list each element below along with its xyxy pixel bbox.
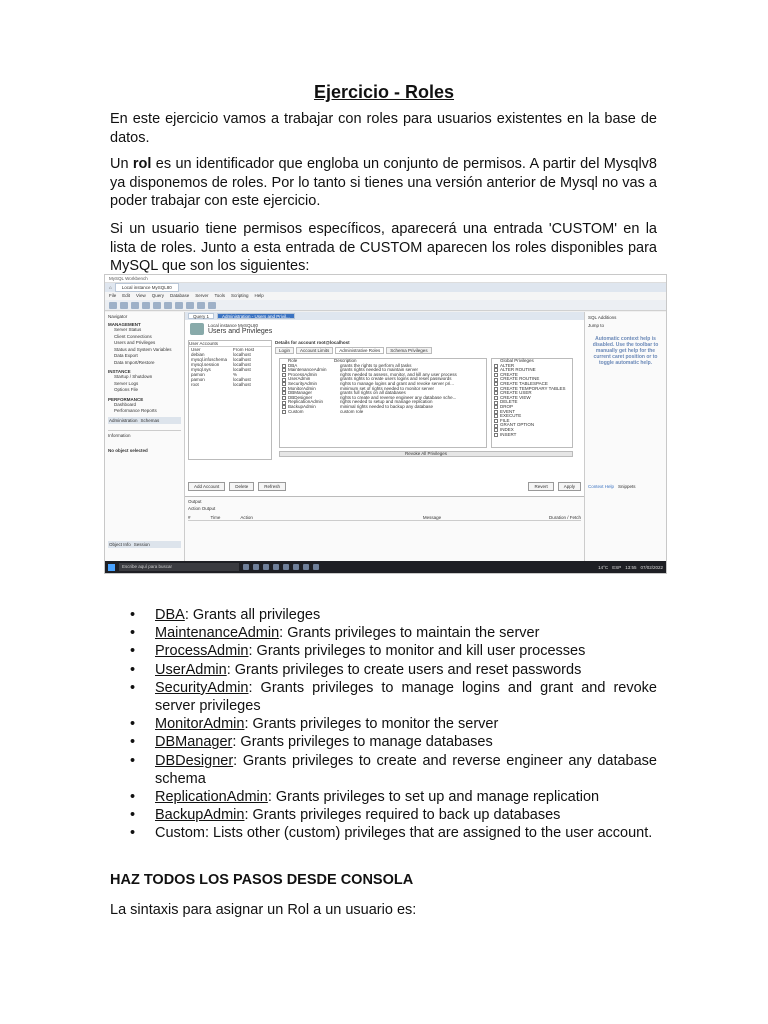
role-name: DBA [288,362,298,368]
page-title: Ejercicio - Roles [313,82,455,102]
priv-name: CREATE ROUTINE [500,376,540,382]
add-account-button: Add Account [188,482,225,491]
role-description: rights to create and reverse engineer any database sche... [340,394,457,400]
side-tabs [588,484,663,489]
context-help-text: Automatic context help is disabled. Use the toolbar to manually get help for the current caret position or to toggle automatic help. [592,336,659,366]
header-title: Users and Privileges [208,328,273,335]
checkbox-icon [494,364,498,368]
role-link: DBManager [155,734,233,751]
role-desc: : Grants privileges required to back up databases [244,807,561,824]
checkbox-icon [494,396,498,400]
tab-schema-privileges: Schema Privileges [386,347,431,354]
query-tab: Query 1 [188,313,214,319]
windows-taskbar [105,561,666,573]
priv-name: CREATE TABLESPACE [500,380,548,386]
list-item [130,642,657,660]
user-host: localhost [233,382,251,387]
instance-header: INSTANCE [108,369,131,374]
taskbar-app-icon [293,564,299,570]
nav-options-file: Options File [114,387,139,392]
checkbox-icon [282,364,286,368]
nav-users-privileges: Users and Privileges [114,340,156,345]
role-link: MonitorAdmin [155,716,245,733]
role-description: rights needed to setup and manage replication [340,399,433,405]
privileges-header: Global Privileges [500,358,534,363]
role-name: DBDesigner [288,394,313,400]
navigator-label: Navigator [108,314,128,319]
priv-name: EXECUTE [500,413,522,419]
rol-term: rol [132,156,152,172]
checkbox-icon [494,368,498,372]
role-desc: : Grants privileges to maintain the server [279,625,540,642]
action-output-select: Action Output [188,506,216,511]
list-item [130,606,657,624]
col-time: Time [210,515,221,520]
nav-server-status: Server Status [114,327,142,332]
checkbox-icon [282,396,286,400]
priv-name: INDEX [500,426,514,432]
screenshot-menu [105,292,666,300]
checkbox-icon [494,391,498,395]
checkbox-icon [494,428,498,432]
p2-start: Un [110,156,133,172]
tab-context-help: Context Help [588,484,615,489]
role-desc: : Grants privileges to monitor the server [244,716,499,733]
list-item [130,715,657,733]
connection-tab: Local instance MySQL80 [115,283,179,292]
checkbox-icon [282,368,286,372]
screenshot-tabrow [105,283,666,292]
checkbox-icon [282,373,286,377]
role-name: MonitorAdmin [288,385,316,391]
role-desc: : Grants privileges to manage logins and grant and revoke server privileges [155,679,657,715]
user-name: mysql.sys [191,367,211,372]
col-host: From Host [233,347,255,352]
list-item [130,679,657,715]
custom-entry-paragraph: Si un usuario tiene permisos específicos, aparecerá una entrada 'CUSTOM' en la lista de roles. Junto a esta entrada de CUSTOM aparecen los roles disponibles para MySQL que son los siguientes: [110,221,657,274]
create-schema-icon [142,302,150,309]
nav-tab-administration: Administration [109,417,138,423]
role-name: ProcessAdmin [288,371,318,377]
create-procedure-icon [175,302,183,309]
revert-button: Revert [528,482,553,491]
taskbar-app-icon [243,564,249,570]
list-item [130,806,657,824]
checkbox-icon [494,405,498,409]
priv-name: INSERT [500,431,517,437]
tab-login: Login [275,347,294,354]
header-instance: Local instance MySQL80 [208,323,259,328]
checkbox-icon [282,410,286,414]
checkbox-icon [282,401,286,405]
nav-startup-shutdown: Startup / Shutdown [114,374,153,379]
role-desc: : Grants privileges to monitor and kill user processes [248,643,586,660]
checkbox-icon [494,387,498,391]
role-link: DBA [155,607,185,623]
user-name: mysql.infoschema [191,357,228,362]
checkbox-icon [494,373,498,377]
user-name: debian [191,352,205,357]
role-row [280,410,486,415]
checkbox-icon [494,414,498,418]
role-name: SecurityAdmin [288,380,318,386]
taskbar-app-icon [313,564,319,570]
users-privileges-header [185,320,584,338]
menu-help: Help [254,293,264,298]
priv-name: DELETE [500,399,518,405]
nav-data-export: Data Export [114,353,138,358]
user-host: localhost [233,362,251,367]
account-buttons [188,482,581,491]
role-link: SecurityAdmin [155,679,249,696]
role-name: UserAdmin [288,376,311,382]
priv-name: DROP [500,403,514,409]
user-name: mysql.session [191,362,220,367]
information-label: Information [108,430,181,438]
nav-dashboard: Dashboard [114,401,137,407]
list-item [130,752,657,788]
menu-scripting: Scripting [231,293,249,298]
checkbox-icon [282,382,286,386]
checkbox-icon [494,424,498,428]
menu-file: File [109,293,117,298]
role-link: DBDesigner [155,752,234,769]
list-item [130,624,657,642]
output-header [188,515,581,521]
user-host: localhost [233,377,251,382]
col-user: User [191,347,201,352]
role-description: grants rights to create users logins and reset passwords [340,376,452,382]
tab-object-info: Object Info [109,541,131,547]
admin-users-tab: Administration - Users and Privil... [217,313,295,319]
roles-bullet-list [130,606,657,843]
clock-date: 07/02/2022 [640,564,663,570]
menu-query: Query [151,293,164,298]
priv-name: FILE [500,417,510,423]
management-header: MANAGEMENT [108,322,141,327]
role-description: grants the rights to perform all tasks [340,362,412,368]
roles-table [279,358,487,448]
refresh-button: Refresh [258,482,286,491]
details-tabs [275,347,581,354]
priv-name: CREATE [500,371,518,377]
taskbar-app-icon [253,564,259,570]
role-name: BackupAdmin [288,403,316,409]
role-name: Custom [288,408,304,414]
checkbox-icon [494,410,498,414]
nav-performance-reports: Performance Reports [114,408,157,413]
header-text [208,323,272,335]
role-description: rights to manage logins and grant and revoke server pri... [340,380,455,386]
role-description: custom role [340,408,364,414]
taskbar-app-icon [273,564,279,570]
role-name: MaintenanceAdmin [288,367,327,373]
create-view-icon [164,302,172,309]
nav-server-logs: Server Logs [114,380,139,386]
users-icon [190,323,204,335]
performance-header: PERFORMANCE [108,396,144,402]
priv-name: CREATE VIEW [500,394,531,400]
user-name: pamon [191,372,205,377]
sql-additions-panel [584,312,666,561]
tab-session: Session [133,541,150,547]
user-row [189,382,271,387]
priv-name: CREATE TEMPORARY TABLES [500,385,566,391]
list-item [130,788,657,806]
editor-tabs [185,312,584,320]
system-tray [598,565,663,570]
user-host: localhost [233,367,251,372]
menu-edit: Edit [122,293,131,298]
object-info-tabs [108,541,181,548]
workbench-screenshot [104,274,667,574]
list-item [130,733,657,751]
role-name: ReplicationAdmin [288,399,324,405]
role-desc: : Grants privileges to create and reverse engineer any database schema [155,752,657,787]
console-heading: HAZ TODOS LOS PASOS DESDE CONSOLA [110,872,414,888]
user-accounts-list [188,340,272,460]
taskbar-app-icon [263,564,269,570]
role-desc: : Grants privileges to set up and manage replication [267,789,600,806]
role-link: ReplicationAdmin [155,789,268,806]
new-query-icon [109,302,117,309]
revoke-all-button: Revoke All Privileges [279,451,573,457]
role-description: grants full rights on all databases [340,390,406,396]
sql-additions-label: SQL Additions [588,315,617,320]
user-name: pamon [191,377,205,382]
navigator-panel [105,312,185,561]
taskbar-app-icon [283,564,289,570]
open-sql-icon [120,302,128,309]
user-host: localhost [233,357,251,362]
jump-to: Jump to [588,323,605,328]
tab-snippets: Snippets [618,484,636,489]
nav-data-import: Data Import/Restore [114,359,155,365]
role-desc: : Grants privileges to create users and reset passwords [226,661,582,678]
user-accounts-label: User Accounts [189,341,271,347]
col-role: Role [288,358,298,363]
details-title: Details for account root@localhost [275,340,350,345]
col-action: Action [240,515,253,520]
checkbox-icon [282,378,286,382]
search-table-icon [197,302,205,309]
syntax-paragraph: La sintaxis para asignar un Rol a un usuario es: [110,902,417,918]
role-link: UserAdmin [155,661,227,678]
clock-time: 13:55 [625,564,637,570]
nav-status-variables: Status and System Variables [114,346,172,352]
nav-client-connections: Client Connections [114,333,152,339]
role-description: grants rights needed to maintain server [340,367,419,373]
col-message: Message [422,515,442,520]
account-details [275,340,581,480]
role-desc: : Grants all privileges [184,607,321,623]
inspector-icon [131,302,139,309]
checkbox-icon [282,387,286,391]
checkbox-icon [494,378,498,382]
checkbox-icon [494,433,498,437]
role-link: MaintenanceAdmin [155,625,280,642]
intro-paragraph: En este ejercicio vamos a trabajar con roles para usuarios existentes en la base de datos. [110,111,657,146]
p2-end: es un identificador que engloba un conjunto de permisos. A partir del Mysqlv8 ya disponemos de roles. Por lo tanto si tienes una versión anterior de Mysql no vas a poder trabajar con este ejercicio. [110,156,657,209]
input-language: ESP [612,564,622,570]
user-host: % [233,372,238,377]
no-object-text: No object selected [108,447,148,453]
priv-name: ALTER [500,362,515,368]
col-duration: Duration / Fetch [548,515,581,520]
custom-item-text: Custom: Lists other (custom) privileges that are assigned to the user account. [155,825,653,842]
apply-group [528,482,581,491]
role-description: minimum set of rights needed to monitor server [340,385,435,391]
rol-definition-paragraph [110,155,657,211]
checkbox-icon [494,419,498,423]
col-number: # [188,515,191,520]
output-panel [185,496,584,561]
priv-name: GRANT OPTION [500,422,535,428]
checkbox-icon [282,391,286,395]
role-description: minimal rights needed to backup any database [340,403,434,409]
list-item [130,661,657,679]
col-description: Description [334,358,357,363]
menu-server: Server [195,293,209,298]
output-label: Output [188,499,202,504]
navigator-tabs [108,417,181,424]
menu-tools: Tools [214,293,226,298]
tab-administrative-roles: Administrative Roles [335,347,384,354]
taskbar-search: Escribe aquí para buscar [119,563,239,571]
nav-tab-schemas: Schemas [140,417,160,423]
priv-row [492,433,572,438]
global-privileges-list [491,358,573,448]
checkbox-icon [494,401,498,405]
priv-name: ALTER ROUTINE [500,367,536,373]
user-name: root [191,382,199,387]
create-table-icon [153,302,161,309]
create-function-icon [186,302,194,309]
list-item [130,824,657,842]
home-icon: ⌂ [109,285,112,290]
screenshot-body [105,312,666,561]
role-link: BackupAdmin [155,807,245,824]
role-desc: : Grants privileges to manage databases [232,734,493,751]
menu-view: View [136,293,146,298]
priv-name: EVENT [500,408,516,414]
screenshot-toolbar [105,300,666,311]
windows-start-icon [108,564,115,571]
taskbar-app-icon [303,564,309,570]
checkbox-icon [494,382,498,386]
apply-button: Apply [558,482,581,491]
checkbox-icon [282,405,286,409]
user-host: localhost [233,352,251,357]
weather-temp: 14°C [598,564,609,570]
role-link: ProcessAdmin [155,643,249,660]
admin-main [185,312,584,561]
role-name: DBManager [288,390,313,396]
reconnect-icon [208,302,216,309]
role-description: rights needed to assess, monitor, and kill any user process [340,371,457,377]
tab-account-limits: Account Limits [296,347,333,354]
screenshot-titlebar: MySQL Workbench [105,275,666,283]
menu-database: Database [169,293,190,298]
delete-button: Delete [229,482,254,491]
priv-name: CREATE USER [500,390,532,396]
